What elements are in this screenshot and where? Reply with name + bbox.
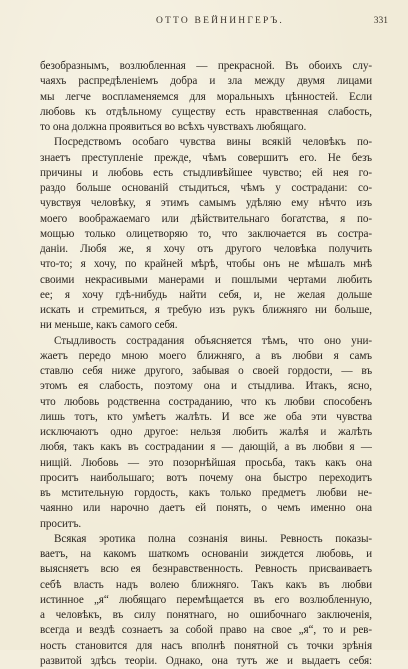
paragraph-first-line: Всякая эротика полна сознанія вины. Ревность показы- xyxy=(54,532,372,545)
text-line: этомъ ея слабость, поэтому она и стыдлива. Итакъ, ясно, xyxy=(40,380,372,393)
text-line: проситъ наибольшаго; вотъ почему она быстро переходитъ xyxy=(40,471,372,484)
text-line: въ мстительную гордость, какъ только предметъ любви не- xyxy=(40,487,372,499)
page-number: 331 xyxy=(373,16,388,26)
running-title: ОТТО ВЕЙНИНГЕРЪ. xyxy=(155,16,285,26)
paragraph-first-line: Посредствомъ особаго чувства вины всякій человѣкъ по- xyxy=(54,136,372,149)
text-line: а человѣкъ, въ силу понятнаго, но ошибочнаго заключенія, xyxy=(40,609,372,621)
text-line: любя, такъ какъ въ сострадании я — дающій, а въ любви я — xyxy=(40,441,372,454)
text-line: ее; я хочу гдѣ-нибудь найти себя, и, не желая дольше xyxy=(40,288,372,301)
text-line: чаяхъ распредѣленіемъ добра и зла между двумя лицами xyxy=(40,75,372,88)
text-line: проситъ. xyxy=(40,517,82,530)
text-line: нищій. Любовь — это позорнѣйшая просьба, такъ какъ она xyxy=(40,456,372,469)
text-line: раздо больше основаній стыдиться, чѣмъ у сострадани: со- xyxy=(40,182,372,194)
text-line: своими некрасивыми манерами и пошлыми чертами любить xyxy=(40,273,372,286)
paragraph-first-line: Стыдливость сострадания объясняется тѣмъ, что оно уни- xyxy=(54,334,372,347)
text-line: искать и стремиться, я требую изъ рукъ ближняго ни больше, xyxy=(40,304,372,316)
text-line: то она должна проявиться во всѣхъ чувствахъ любящаго. xyxy=(40,121,307,133)
text-line: причины и любовь есть стыдливѣйшее чувство; ей нея го- xyxy=(40,166,372,179)
text-line: ставлю себя ниже другого, забывая о своей гордости, — въ xyxy=(40,365,372,377)
text-line: моего воображаемаго или дѣйствительнаго богатства, я по- xyxy=(40,212,372,225)
text-line: развитой здѣсь теоріи. Однако, она тутъ же и выдаетъ себя: xyxy=(40,654,372,667)
text-line: мощью только олицетворяю то, что заключается въ сострa- xyxy=(40,227,372,240)
text-line: любовь къ отдѣльному существу есть нравственная слабость, xyxy=(40,105,372,118)
text-line: мы легче воспламеняемся для моральныхъ цѣнностей. Если xyxy=(40,90,372,103)
text-line: себѣ власть надъ волею ближняго. Такъ какъ въ любви xyxy=(40,578,372,591)
text-line: что-то; я хочу, по крайней мѣрѣ, чтобы онъ не мѣшалъ мнѣ xyxy=(40,258,372,271)
text-line: лишь тотъ, кто умѣетъ жалѣть. И все же оба эти чувства xyxy=(40,410,372,423)
text-line: даніи. Любя же, я хочу отъ другого человѣка получить xyxy=(40,243,372,255)
text-line: ваетъ, на какомъ шаткомъ основаніи зиждется любовь, и xyxy=(40,548,372,560)
text-line: ность становится для насъ вполнѣ понятной съ точки зрѣнія xyxy=(40,639,372,652)
text-line: что любовь родственна состраданию, что къ любви способенъ xyxy=(40,395,372,408)
page-header xyxy=(52,16,388,32)
text-line: чаянно или нарочно даетъ ей понять, о чемъ именно она xyxy=(40,502,372,515)
text-line: ни меньше, какъ самого себя. xyxy=(40,319,178,332)
text-line: жаетъ передо мною моего ближняго, а въ любви я самъ xyxy=(40,349,372,362)
text-line: чувствуя человѣку, я этимъ самымъ удѣляю ему нѣчто изъ xyxy=(40,197,372,210)
text-line: исключаютъ одно другое: нельзя любить жалѣя и жалѣть xyxy=(40,426,372,438)
text-line: знаетъ преступленіе прежде, чѣмъ совершитъ его. Не безъ xyxy=(40,151,372,164)
text-line: выясняетъ всю ея безнравственность. Ревность присваиваетъ xyxy=(40,563,372,576)
text-line: истинное „я“ любящаго перемѣщается въ его возлюбленную, xyxy=(40,593,372,606)
body-text xyxy=(40,59,372,669)
text-line: всегда и вездѣ сознаетъ за собой право на свое „я“, то и рев- xyxy=(40,624,372,637)
text-line: безобразнымъ, возлюбленная — прекрасной. Въ обоихъ слу- xyxy=(40,60,372,72)
